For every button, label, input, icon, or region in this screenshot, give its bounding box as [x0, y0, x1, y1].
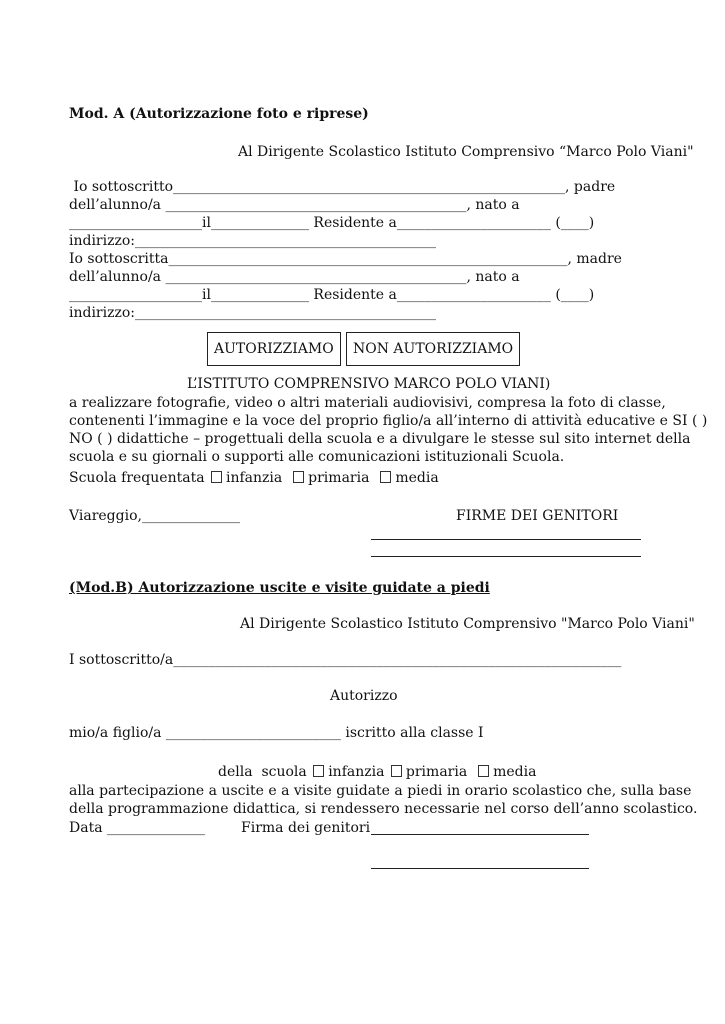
- mother-birth-residence-field[interactable]: ___________________il______________ Residente a______________________ (____): [69, 287, 595, 303]
- body-line-4: scuola e su giornali o supporti alle comunicazioni istituzionali Scuola.: [69, 449, 565, 465]
- infanzia-checkbox[interactable]: [211, 471, 222, 483]
- undersigned-field[interactable]: I sottoscritto/a________________________________________________________________: [69, 652, 622, 668]
- school-attended-label: Scuola frequentata: [69, 470, 205, 486]
- mod-b-primaria-label: primaria: [405, 764, 468, 780]
- mod-b-body-line-2: della programmazione didattica, si rendessero necessarie nel corso dell’anno scolastico.: [69, 801, 698, 817]
- mod-b-media-checkbox[interactable]: [478, 765, 489, 777]
- father-birth-residence-field[interactable]: ___________________il______________ Residente a______________________ (____): [69, 215, 595, 231]
- place-date-field[interactable]: Viareggio,______________: [69, 508, 240, 524]
- mod-b-title: (Mod.B) Autorizzazione uscite e visite guidate a piedi: [69, 580, 490, 596]
- signature-line-2[interactable]: [371, 556, 641, 557]
- mod-b-signature-line-2[interactable]: [371, 868, 589, 869]
- mod-b-infanzia-label: infanzia: [328, 764, 385, 780]
- mod-b-body-line-1: alla partecipazione a uscite e a visite guidate a piedi in orario scolastico che, sulla base: [69, 783, 692, 799]
- mod-b-signatures-label: Firma dei genitori: [241, 820, 371, 836]
- mother-name-field[interactable]: Io sottoscritta_________________________________________________________, madre: [69, 251, 622, 267]
- infanzia-label: infanzia: [226, 470, 283, 486]
- mother-child-field[interactable]: dell’alunno/a ___________________________________________, nato a: [69, 269, 520, 285]
- father-address-field[interactable]: indirizzo:___________________________________________: [69, 233, 437, 249]
- institute-name: L’ISTITUTO COMPRENSIVO MARCO POLO VIANI): [187, 376, 551, 392]
- not-authorize-button[interactable]: NON AUTORIZZIAMO: [346, 332, 520, 366]
- mod-b-school-row: [218, 764, 536, 781]
- mod-b-addressee: Al Dirigente Scolastico Istituto Comprensivo "Marco Polo Viani": [240, 616, 695, 632]
- mother-address-field[interactable]: indirizzo:___________________________________________: [69, 305, 437, 321]
- father-child-field[interactable]: dell’alunno/a ___________________________________________, nato a: [69, 197, 520, 213]
- school-attended-row: [69, 470, 439, 487]
- date-field[interactable]: Data ______________: [69, 820, 205, 836]
- authorize-heading: Autorizzo: [330, 688, 398, 704]
- media-checkbox[interactable]: [380, 471, 391, 483]
- child-class-field[interactable]: mio/a figlio/a _________________________ iscritto alla classe I: [69, 725, 484, 741]
- mod-b-infanzia-checkbox[interactable]: [313, 765, 324, 777]
- body-line-3: NO ( ) didattiche – progettuali della scuola e a divulgare le stesse sul sito internet della: [69, 431, 691, 447]
- authorize-button[interactable]: AUTORIZZIAMO: [207, 332, 341, 366]
- primaria-checkbox[interactable]: [293, 471, 304, 483]
- parents-signatures-label: FIRME DEI GENITORI: [456, 508, 619, 524]
- mod-b-media-label: media: [493, 764, 537, 780]
- father-name-field[interactable]: Io sottoscritto________________________________________________________, padre: [69, 179, 616, 195]
- mod-b-primaria-checkbox[interactable]: [391, 765, 402, 777]
- mod-b-school-label: della scuola: [218, 764, 307, 780]
- body-line-2: contenenti l’immagine e la voce del proprio figlio/a all’interno di attività educative e SI ( ): [69, 413, 708, 429]
- mod-b-signature-line-1[interactable]: [371, 834, 589, 835]
- primaria-label: primaria: [308, 470, 370, 486]
- mod-a-title: Mod. A (Autorizzazione foto e riprese): [69, 106, 369, 122]
- mod-a-addressee: Al Dirigente Scolastico Istituto Comprensivo “Marco Polo Viani": [238, 144, 694, 160]
- media-label: media: [395, 470, 439, 486]
- body-line-1: a realizzare fotografie, video o altri materiali audiovisivi, compresa la foto di classe,: [69, 395, 666, 411]
- signature-line-1[interactable]: [371, 539, 641, 540]
